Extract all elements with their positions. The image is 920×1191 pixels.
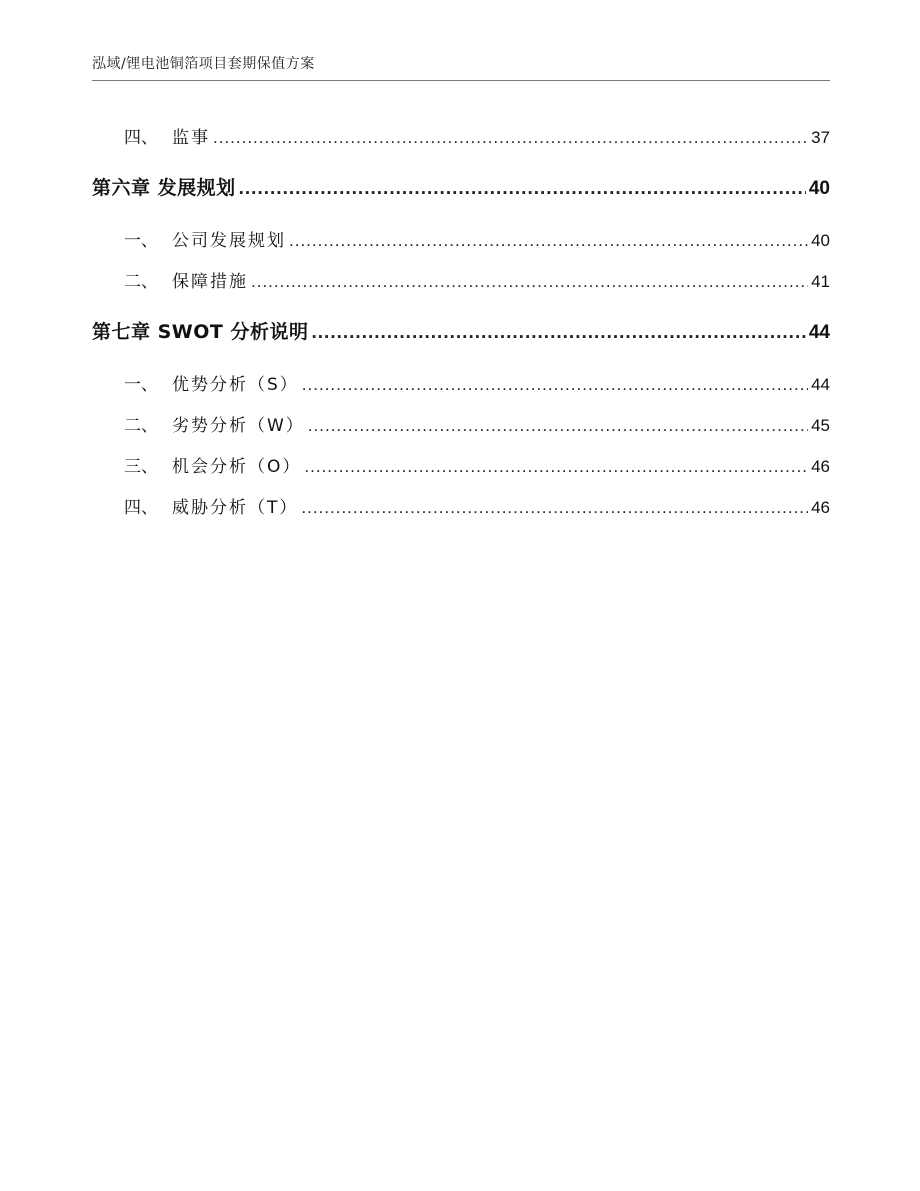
toc-entry-page: 41 [811,272,830,291]
toc-entry-title: 监事 [172,128,210,148]
toc-entry-title: 劣势分析（W） [172,416,305,436]
document-title: 泓域/锂电池铜箔项目套期保值方案 [92,56,315,72]
toc-entry[interactable] [92,493,830,518]
toc-entry-page: 45 [811,416,830,435]
toc-entry-page: 44 [811,375,830,394]
toc-entry-number: 四、 [124,498,158,518]
toc-dot-leader [213,128,808,148]
toc-entry-number: 一、 [124,375,158,395]
toc-entry[interactable] [92,267,830,292]
toc-chapter-title: 第六章 发展规划 [92,177,236,199]
toc-dot-leader [311,322,805,344]
toc-entry[interactable] [92,123,830,148]
toc-entry-number: 一、 [124,231,158,251]
toc-entry-number: 二、 [124,416,158,436]
toc-dot-leader [239,178,806,200]
toc-entry-title: 公司发展规划 [172,231,286,251]
toc-dot-leader [302,375,808,395]
toc-entry-page: 44 [808,322,830,343]
toc-entry[interactable] [92,226,830,251]
page-header [92,51,830,81]
toc-entry-title: 保障措施 [172,272,248,292]
toc-dot-leader [251,272,808,292]
toc-entry-number: 三、 [124,457,158,477]
toc-entry[interactable] [92,370,830,395]
toc-entry-number: 二、 [124,272,158,292]
toc-entry-number: 四、 [124,128,158,148]
toc-chapter-entry[interactable] [92,317,830,344]
toc-entry-title: 优势分析（S） [172,375,299,395]
toc-chapter-entry[interactable] [92,173,830,200]
toc-entry-page: 46 [811,498,830,517]
toc-entry-page: 37 [811,128,830,147]
toc-dot-leader [289,231,808,251]
toc-entry-title: 威胁分析（T） [172,498,299,518]
toc-dot-leader [301,498,808,518]
toc-entry-page: 40 [808,178,830,199]
toc-dot-leader [304,457,808,477]
toc-chapter-title: 第七章 SWOT 分析说明 [92,321,309,343]
toc-entry[interactable] [92,411,830,436]
toc-entry-page: 46 [811,457,830,476]
toc-entry-title: 机会分析（O） [172,457,302,477]
toc-entry[interactable] [92,452,830,477]
toc-entry-page: 40 [811,231,830,250]
toc-dot-leader [308,416,808,436]
